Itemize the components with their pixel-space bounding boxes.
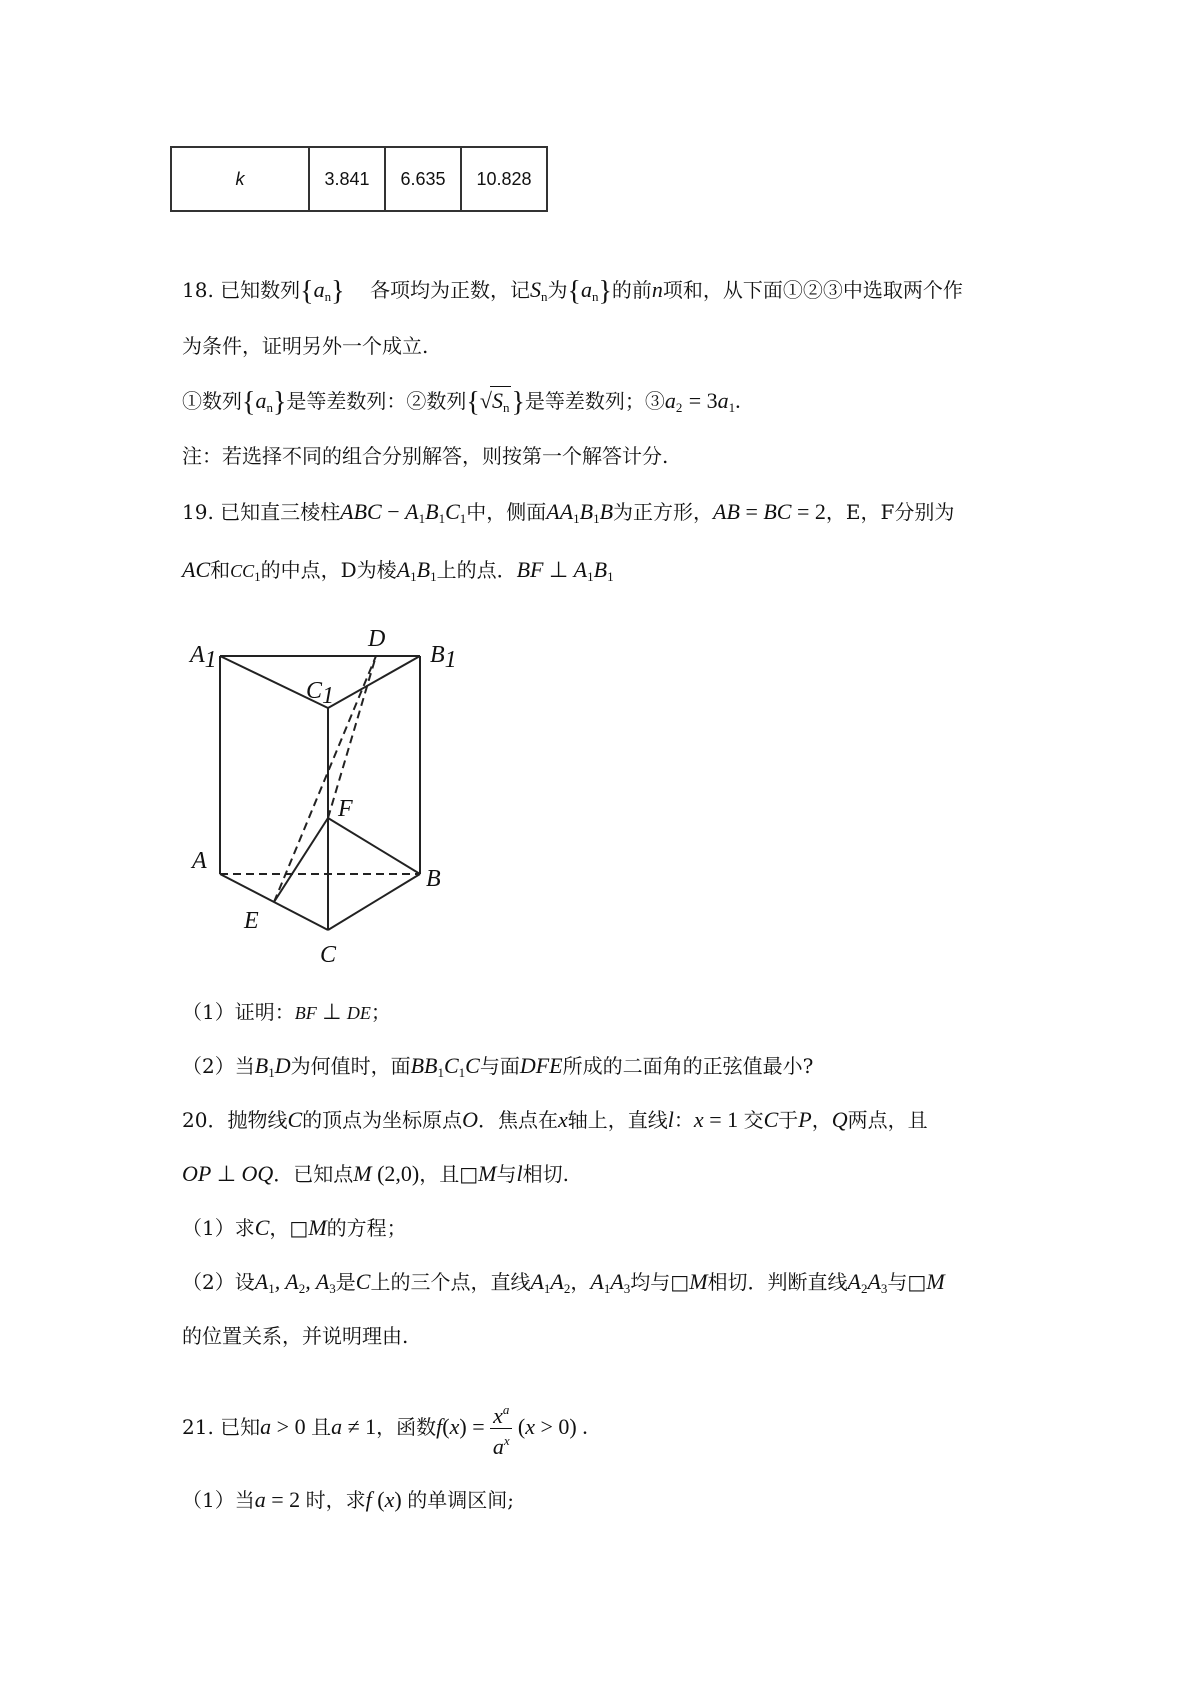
label-C1: C1 [306,678,335,709]
label-D: D [368,626,386,652]
value-cell: 10.828 [461,147,547,211]
value-cell: 6.635 [385,147,461,211]
segment-FB [328,818,420,874]
q18-note: 注：若选择不同的组合分别解答，则按第一个解答计分. [182,444,669,468]
label-C: C [320,942,337,968]
label-F: F [338,796,353,822]
label-A: A [192,848,207,874]
label-A1: A1 [190,642,217,673]
table-row [171,147,547,211]
q20-line2: OP ⊥ OQ．已知点M (2,0)，且□M与l相切. [182,1161,569,1186]
label-E: E [244,908,259,934]
q19-part2: （2）当$B_1D$为何值时，面$BB_1C_1C$与面DFE所成的二面角的正弦值最小? [182,1053,814,1080]
q20-last: 的位置关系，并说明理由. [182,1324,409,1348]
critical-value-table [170,146,548,212]
q20-part1: （1）求C，□M的方程； [182,1215,407,1240]
q18-line1: 18. 已知数列$\{a_n\}$ 各项均为正数，记$S_n$为$\{a_n\}$的前n项和，从下面①②③中选取两个作 [182,276,963,307]
q21-part1: （1）当a = 2 时，求f (x) 的单调区间; [182,1487,514,1512]
prism-figure [180,620,460,970]
q19-part1: （1）证明：BF ⊥ DE； [182,999,391,1024]
q20-line1: 20．抛物线C的顶点为坐标原点O．焦点在x轴上，直线l：x = 1 交C于P，Q两点，且 [182,1107,928,1132]
label-B1: B1 [430,642,457,673]
q19-line1: 19. 已知直三棱柱ABC − $A_1B_1C_1$中，侧面$AA_1B_1B$为正方形，AB = BC = 2，E，F分别为 [182,499,955,526]
q21-line1: 21. 已知a > 0 且a ≠ 1，函数f(x) = $\frac{x^a}{a^x}$ (x > 0) . [182,1398,588,1459]
segment-EF [274,818,328,902]
edge-BC [328,874,420,930]
q18-conditions: ①数列$\{a_n\}$是等差数列：②数列$\{√S_n\}$是等差数列；$③a_2 = 3a_1$. [182,386,741,422]
segment-DF-hidden [328,656,376,818]
q20-part2: （2）设$A_1$, $A_2$, $A_3$是C上的三个点，直线$A_1A_2$，$A_1A_3$均与□M相切．判断直线$A_2A_3$与□M [182,1269,945,1296]
fraction: $\frac{x^a}{a^x}$ [490,1398,512,1459]
value-cell: 3.841 [309,147,385,211]
q19-line2: AC和$CC_1$的中点，D为棱$A_1B_1$上的点．BF ⊥ $A_1B_1$ [182,557,614,584]
label-B: B [426,866,441,892]
k-cell: k [171,147,309,211]
q18-line2: 为条件，证明另外一个成立. [182,334,429,358]
